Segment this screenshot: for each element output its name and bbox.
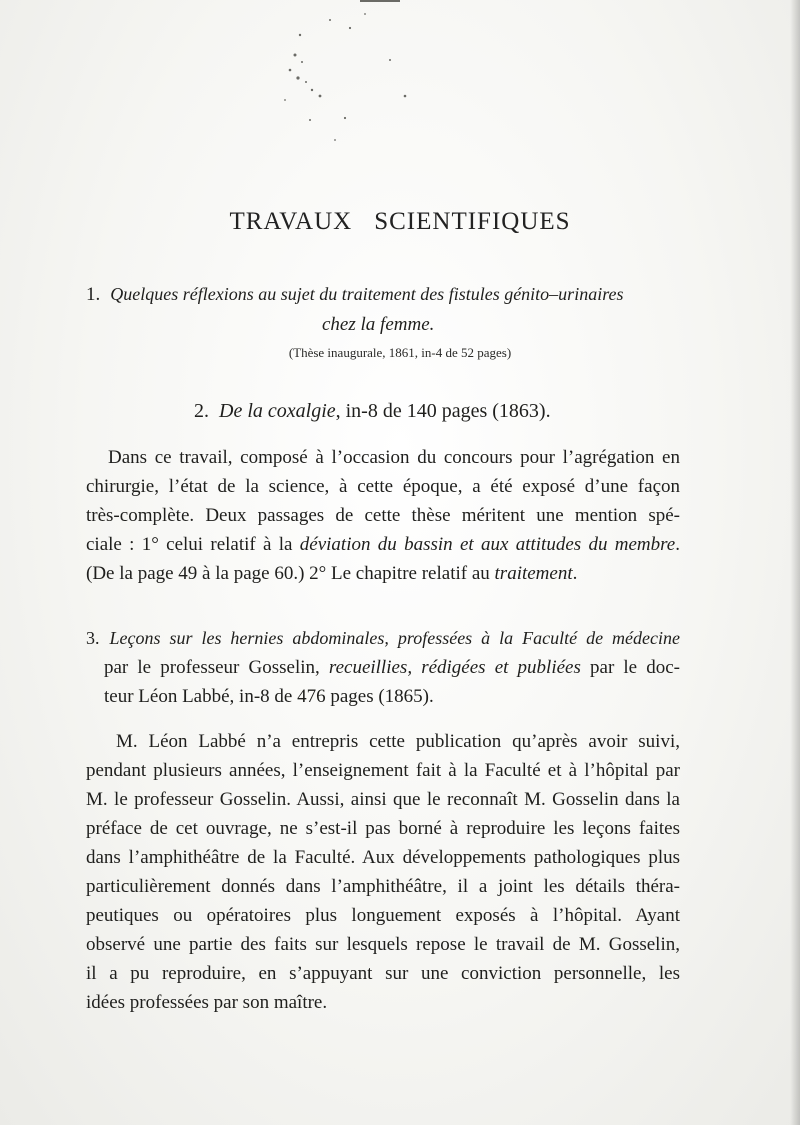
- paragraph-line: M. Léon Labbé n’a entrepris cette publication qu’après avoir suivi,: [116, 731, 680, 752]
- paragraph-line: chirurgie, l’état de la science, à cette époque, a été exposé d’une façon: [86, 476, 680, 497]
- paragraph-line: pendant plusieurs années, l’enseignement fait à la Faculté et à l’hôpital par: [86, 760, 680, 781]
- entry-3-number: 3.: [86, 628, 100, 648]
- paragraph-line: idées professées par son maître.: [86, 992, 328, 1013]
- entry-2-paragraph: [86, 443, 680, 588]
- entry-1-number: 1.: [86, 284, 101, 305]
- page-title: [0, 208, 800, 236]
- entry-1-title-line-2: chez la femme.: [322, 314, 435, 335]
- entry-3-line-3: teur Léon Labbé, in-8 de 476 pages (1865).: [104, 686, 434, 707]
- entry-1-note: (Thèse inaugurale, 1861, in-4 de 52 pages): [288, 345, 512, 360]
- paragraph-line: peutiques ou opératoires plus longuement exposés à l’hôpital. Ayant: [86, 905, 680, 926]
- entry-3-title-line-1: Leçons sur les hernies abdominales, professées à la Faculté de médecine: [109, 628, 680, 648]
- paragraph-line-5: [86, 559, 680, 588]
- line-5-italic: traitement: [494, 563, 573, 584]
- line-5-prefix: (De la page 49 à la page 60.) 2° Le chapitre relatif au: [86, 563, 495, 584]
- entry-2-number: 2.: [194, 400, 209, 422]
- entry-3-line-2-prefix: par le professeur Gosselin,: [104, 657, 329, 678]
- entry-1-line-2: [322, 314, 434, 336]
- ink-speckle-decoration: [240, 0, 460, 170]
- paragraph-line: il a pu reproduire, en s’appuyant sur une conviction personnelle, les: [86, 963, 680, 984]
- paragraph-line: Dans ce travail, composé à l’occasion du concours pour l’agrégation en: [108, 447, 680, 468]
- entry-2-heading: [194, 400, 551, 423]
- page-edge-shadow: [790, 0, 800, 1125]
- entry-3-line-2: [86, 653, 680, 682]
- title-word-1: TRAVAUX: [229, 208, 353, 235]
- entry-2-title: De la coxalgie: [219, 400, 336, 422]
- paragraph-line: très-complète. Deux passages de cette thèse méritent une mention spé-: [86, 505, 680, 526]
- paragraph-line-4: [86, 530, 680, 559]
- title-word-2: SCIENTIFIQUES: [374, 208, 571, 235]
- entry-1-line-1: [86, 284, 624, 306]
- line-4-suffix: .: [675, 534, 680, 555]
- line-5-suffix: .: [572, 563, 578, 584]
- entry-3-line-2-italic: recueillies, rédigées et publiées: [328, 657, 581, 678]
- entry-2-detail: , in-8 de 140 pages (1863).: [335, 400, 551, 422]
- paragraph-line: M. le professeur Gosselin. Aussi, ainsi que le reconnaît M. Gosselin dans la: [86, 789, 680, 810]
- entry-3-heading: [86, 624, 680, 711]
- paragraph-line: particulièrement donnés dans l’amphithéâtre, il a joint les détails théra-: [86, 876, 680, 897]
- entry-3-line-2-suffix: par le doc-: [580, 657, 681, 678]
- paragraph-line: dans l’amphithéâtre de la Faculté. Aux développements pathologiques plus: [86, 847, 680, 868]
- paragraph-line: préface de cet ouvrage, ne s’est-il pas borné à reproduire les leçons faites: [86, 818, 680, 839]
- line-4-italic: déviation du bassin et aux attitudes du membre: [299, 534, 676, 555]
- line-4-prefix: ciale : 1° celui relatif à la: [86, 534, 300, 555]
- entry-1-title-line-1: Quelques réflexions au sujet du traitement des fistules génito–urinaires: [110, 284, 624, 304]
- paragraph-line: observé une partie des faits sur lesquels repose le travail de M. Gosselin,: [86, 934, 680, 955]
- entry-3-paragraph: [86, 727, 680, 1017]
- entry-3-line-1: [86, 624, 680, 653]
